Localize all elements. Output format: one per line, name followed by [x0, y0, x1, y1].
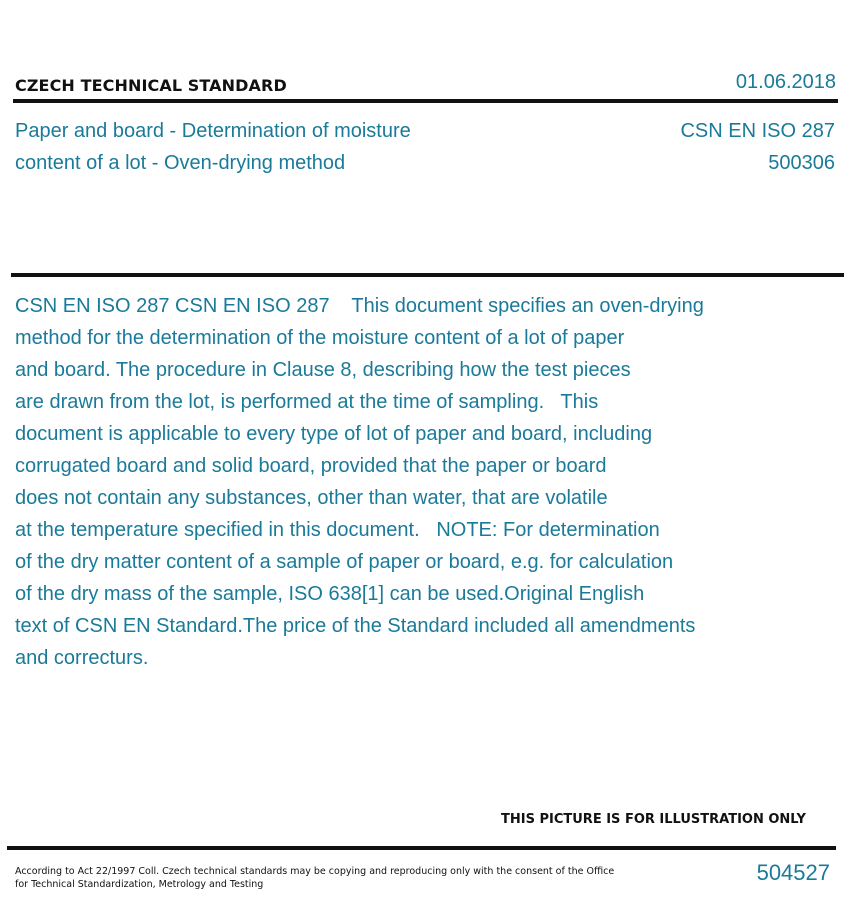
standard-number: CSN EN ISO 287 [680, 120, 835, 142]
title-line: content of a lot - Oven-drying method [15, 152, 346, 174]
legal-line: According to Act 22/1997 Coll. Czech technical standards may be copying and reproducing only with the consent of the Office [15, 866, 615, 877]
header-label: CZECH TECHNICAL STANDARD [15, 76, 287, 95]
abstract-line: document is applicable to every type of lot of paper and board, including [15, 423, 653, 445]
bottom-divider [7, 846, 836, 850]
illustration-note: THIS PICTURE IS FOR ILLUSTRATION ONLY [501, 812, 806, 827]
abstract-line: method for the determination of the moisture content of a lot of paper [15, 327, 625, 349]
standard-title [15, 115, 485, 179]
abstract-line: and correcturs. [15, 647, 149, 669]
abstract-line: CSN EN ISO 287 CSN EN ISO 287 This document specifies an oven-drying [15, 295, 704, 317]
abstract-line: text of CSN EN Standard.The price of the Standard included all amendments [15, 615, 696, 637]
abstract-line: at the temperature specified in this document. NOTE: For determination [15, 519, 660, 541]
abstract-line: are drawn from the lot, is performed at the time of sampling. This [15, 391, 599, 413]
abstract-line: of the dry mass of the sample, ISO 638[1] can be used.Original English [15, 583, 645, 605]
top-divider [13, 99, 838, 103]
legal-line: for Technical Standardization, Metrology and Testing [15, 879, 264, 890]
abstract-text [15, 290, 775, 674]
abstract-line: and board. The procedure in Clause 8, describing how the test pieces [15, 359, 631, 381]
middle-divider [11, 273, 844, 277]
abstract-line: does not contain any substances, other than water, that are volatile [15, 487, 608, 509]
classification-code: 500306 [768, 152, 835, 174]
title-line: Paper and board - Determination of moisture [15, 120, 411, 142]
abstract-line: of the dry matter content of a sample of paper or board, e.g. for calculation [15, 551, 674, 573]
document-id: 504527 [756, 860, 830, 885]
publication-date: 01.06.2018 [735, 71, 836, 93]
legal-notice [15, 865, 615, 891]
abstract-line: corrugated board and solid board, provided that the paper or board [15, 455, 607, 477]
standard-codes [680, 115, 835, 179]
